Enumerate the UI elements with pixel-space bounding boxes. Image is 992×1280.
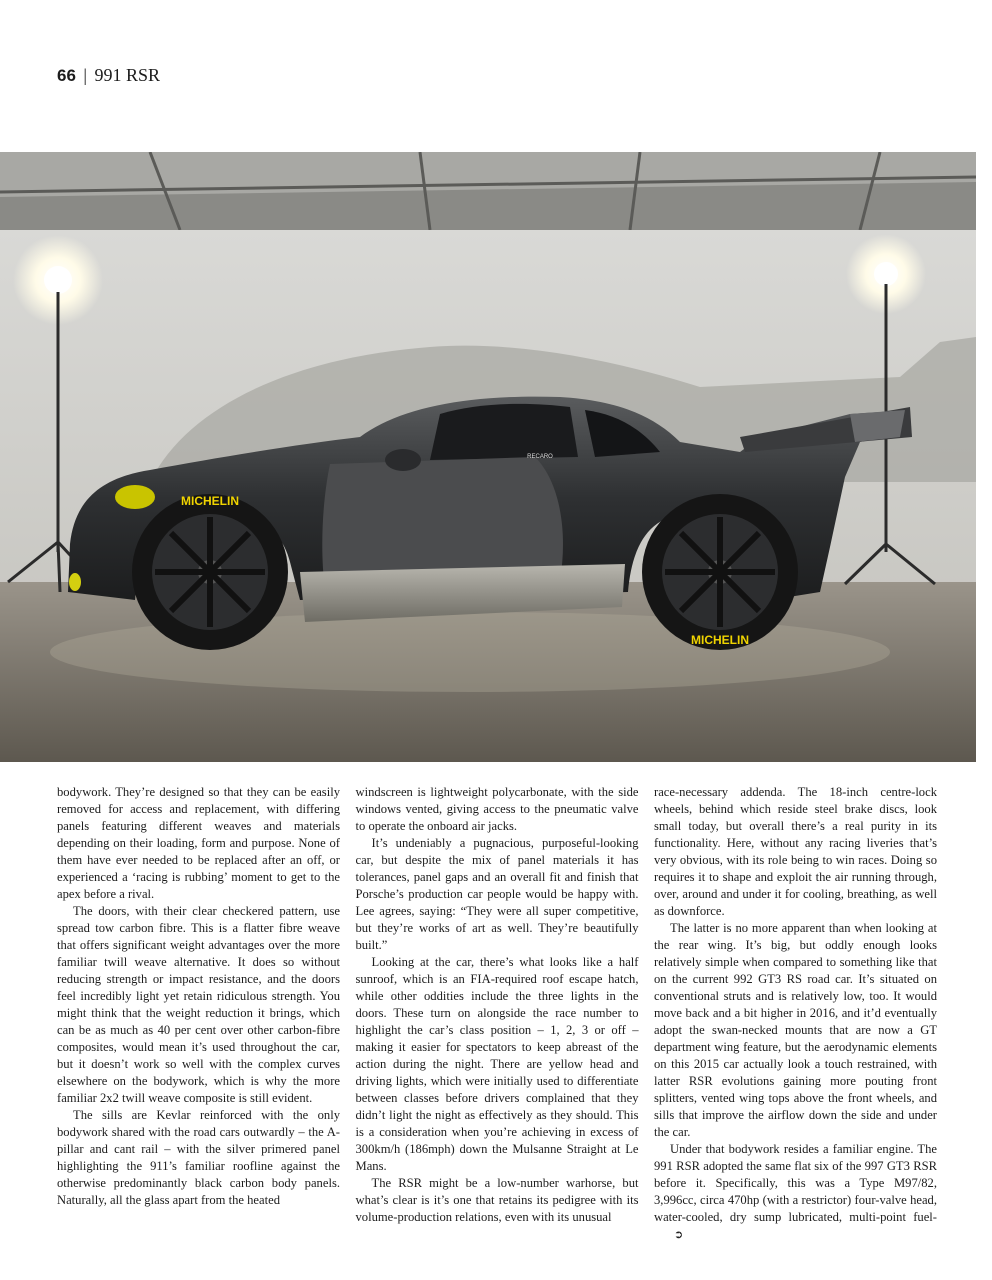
paragraph-last-text: Under that bodywork resides a familiar engine. The 991 RSR adopted the same flat six of the 997 GT3 RSR before it. Specifically, this was a Type M97/82, 3,996cc, circa 470hp (with a restrictor) four-valve head, water-cooled, dry sump lubricated, multi-point fuel- — [654, 1142, 937, 1224]
paragraph: The latter is no more apparent than when looking at the rear wing. It’s big, but oddly enough looks relatively simple when compared to something like that on the current 992 GT3 RS road car. It’s situated on conventional struts and is relatively low, too. It would move back and a bit higher in 2016, and it’d eventually adopt the swan-necked mounts that are now a GT department wing feature, but the aerodynamic elements on this 2015 car actually look a touch restrained, with latter RSR evolutions gaining more pouting front splitters, vented wing tops above the front wheels, and sills that improve the airflow down the side and under the car. — [654, 921, 937, 1139]
front-tyre-text: MICHELIN — [181, 494, 239, 508]
article-column-2 — [356, 784, 639, 1224]
paragraph: The doors, with their clear checkered pattern, use spread tow carbon fibre. This is a flatter fibre weave that offers significant weight advantages over the more familiar twill weave alternative. It does so without reducing strength or impact resistance, and the doors feel incredibly light yet retain ridiculous strength. You might think that the weight reduction it brings, which can be as much as 40 per cent over other carbon-fibre composites, would mean it’s used throughout the car, but it doesn’t work so well with the complex curves elsewhere on the bodywork, which is why the more familiar 2x2 twill weave composite is still evident. — [57, 904, 340, 1105]
paragraph: It’s undeniably a pugnacious, purposeful-looking car, but despite the mix of panel materials it has tolerances, panel gaps and an overall fit and finish that Porsche’s production car people would be happy with. Lee agrees, saying: “They were all super competitive, but they’re works of art as well. They’re beautifully built.” — [355, 836, 639, 952]
page-number: 66 — [57, 66, 76, 85]
rear-tyre-text: MICHELIN — [691, 633, 749, 647]
article-body — [57, 784, 937, 1241]
article-column-1 — [57, 784, 340, 1224]
page-header — [57, 64, 160, 87]
paragraph: The sills are Kevlar reinforced with the only bodywork shared with the road cars outwardly – the A-pillar and cant rail – with the silver primered panel highlighting the 911’s familiar roofline against the otherwise predominantly black carbon body panels. Naturally, all the glass apart from the heated — [57, 1108, 340, 1207]
article-column-3 — [654, 784, 937, 1241]
seat-brand-text: RECARO — [527, 454, 553, 460]
header-separator: | — [83, 65, 88, 85]
paragraph: bodywork. They’re designed so that they can be easily removed for access and replacement, with differing panels featuring different weaves and materials depending on their loading, form and purpose. None of them have ever needed to be replaced after an off, or experienced a ‘racing is rubbing’ moment to get to the apex before a rival. — [57, 785, 340, 901]
paragraph: The RSR might be a low-number warhorse, but what’s clear is it’s one that retains its pedigree with its volume-production relations, even with its unusual — [355, 1176, 639, 1224]
paragraph-last — [654, 1141, 937, 1243]
continue-arrow-icon: ➲ — [674, 1228, 684, 1241]
porsche-991-rsr-photo — [0, 152, 976, 762]
section-title: 991 RSR — [94, 65, 161, 85]
paragraph: windscreen is lightweight polycarbonate, with the side windows vented, giving access to the pneumatic valve to operate the onboard air jacks. — [355, 785, 639, 833]
paragraph: race-necessary addenda. The 18-inch centre-lock wheels, behind which reside steel brake discs, look small today, but overall there’s a real purity in its functionality. Here, without any racing liveries that’s very obvious, with its role being to win races. Doing so requires it to shape and exploit the air running through, over, around and under it for cooling, breathing, as well as downforce. — [654, 785, 937, 918]
paragraph: Looking at the car, there’s what looks like a half sunroof, which is an FIA-required roof escape hatch, while other oddities include the three lights in the doors. These turn on alongside the race number to highlight the car’s class position – 1, 2, 3 or off – making it easier for spectators to keep abreast of the action during the night. There are yellow head and driving lights, which were initially used to differentiate between classes before drivers complained that they didn’t light the night as effectively as they should. This is a consideration when you’re achieving in excess of 300km/h (186mph) down the Mulsanne Straight at Le Mans. — [355, 955, 639, 1173]
